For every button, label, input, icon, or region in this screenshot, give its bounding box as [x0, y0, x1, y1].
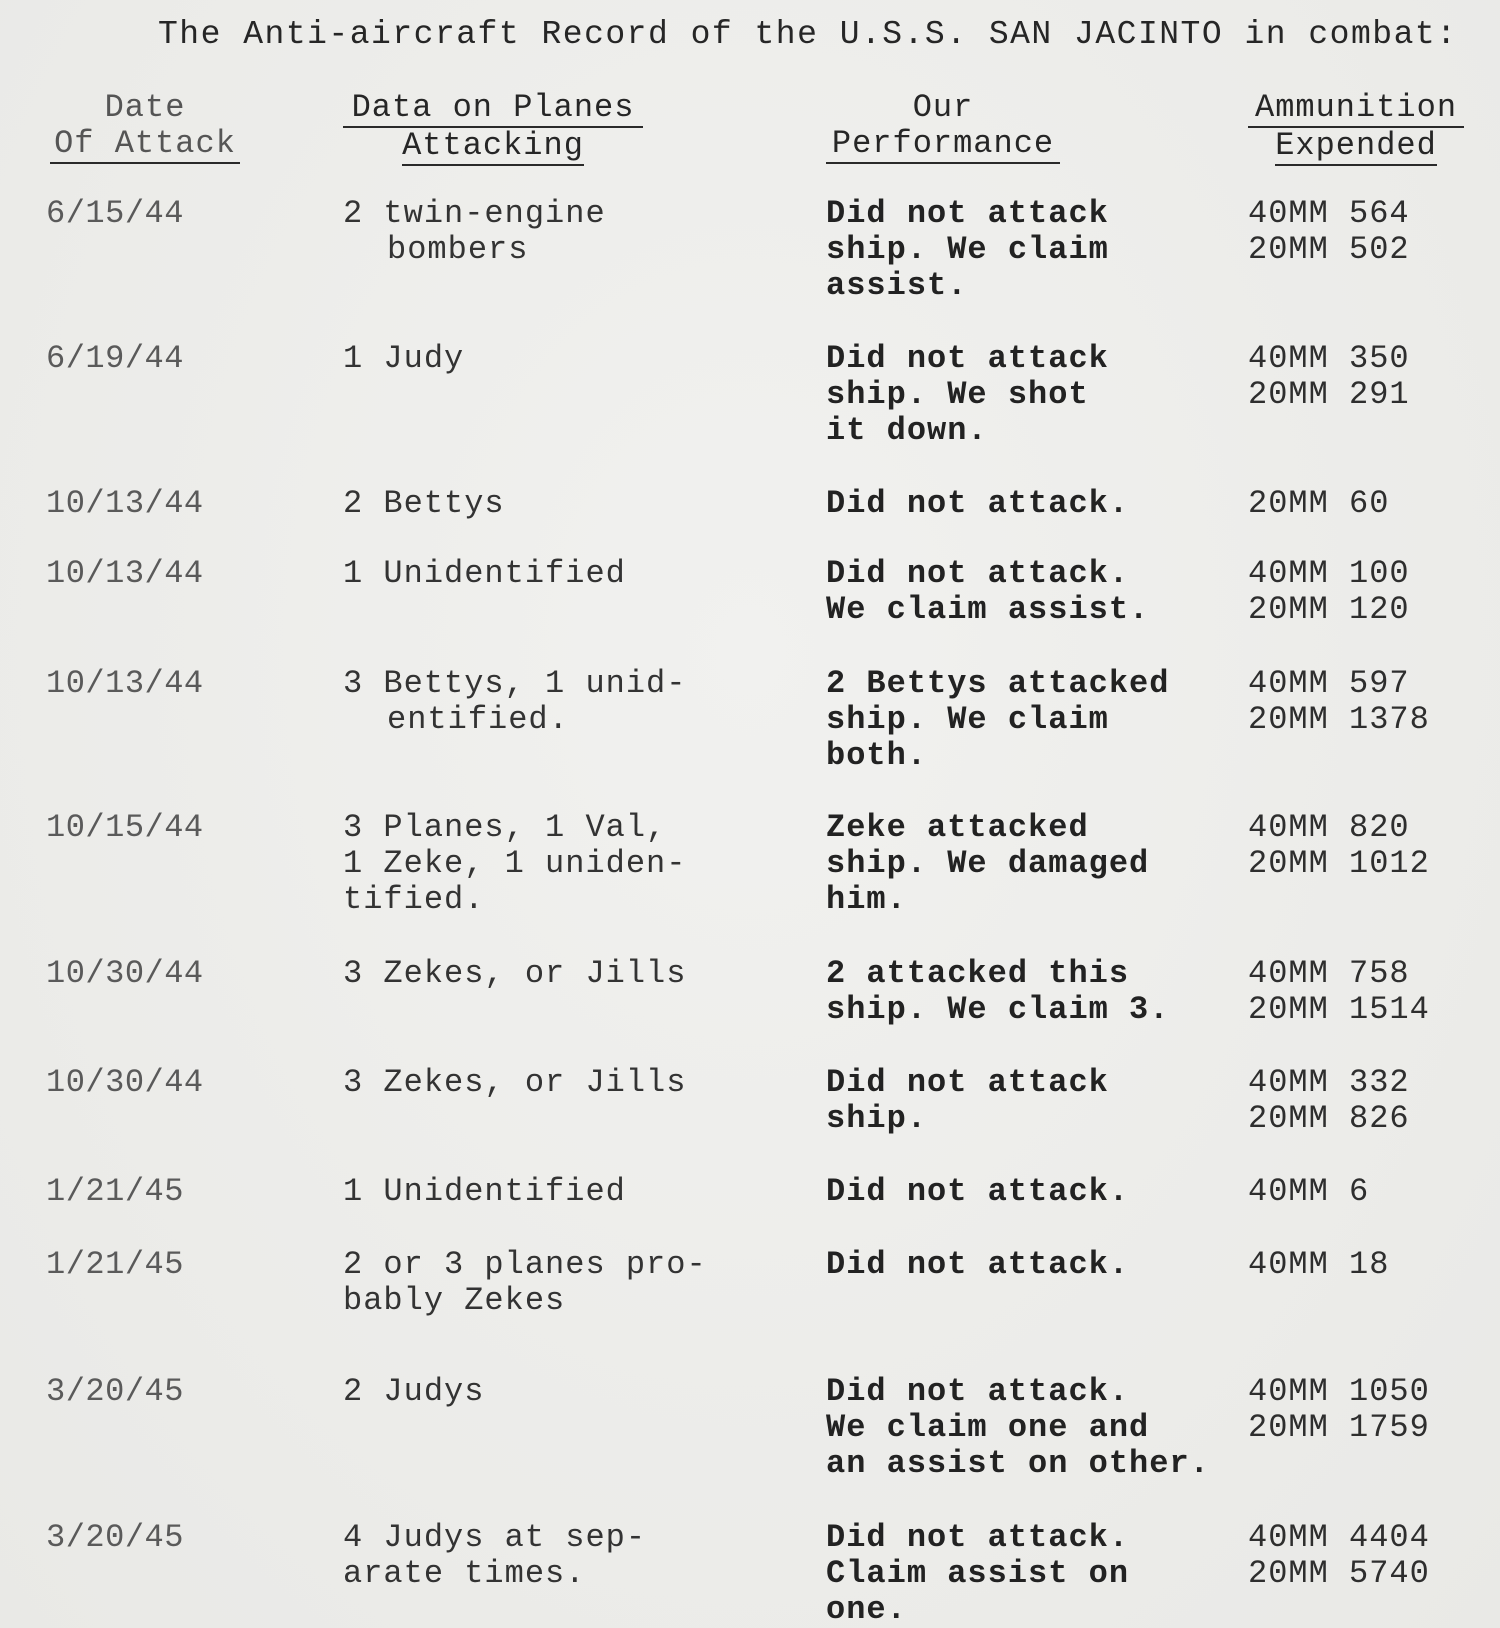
ammunition-expended — [1248, 956, 1430, 1028]
our-performance-line: Did not attack. — [826, 1519, 1130, 1556]
our-performance-line: ship. We claim 3. — [826, 991, 1170, 1028]
our-performance-line: Did not attack — [826, 1064, 1109, 1101]
date-of-attack: 10/30/44 — [46, 955, 204, 992]
planes-data — [343, 1174, 626, 1210]
header-planes-line-1: Data on Planes — [343, 90, 643, 128]
planes-data — [343, 556, 626, 592]
planes-data — [343, 486, 505, 522]
planes-data-line: 3 Zekes, or Jills — [343, 1064, 687, 1101]
our-performance-line: Did not attack. — [826, 1173, 1130, 1210]
date-of-attack: 10/15/44 — [46, 809, 204, 846]
ammunition-expended-line: 40MM 332 — [1248, 1064, 1410, 1101]
planes-data — [343, 341, 464, 377]
planes-data-line: arate times. — [343, 1555, 586, 1592]
ammunition-expended — [1248, 1520, 1430, 1592]
ammunition-expended-line: 40MM 758 — [1248, 955, 1410, 992]
header-planes-line-2: Attacking — [402, 127, 584, 164]
our-performance-line: an assist on other. — [826, 1445, 1210, 1482]
ammunition-expended-line: 40MM 18 — [1248, 1246, 1390, 1283]
our-performance — [826, 196, 1109, 304]
our-performance-line: We claim one and — [826, 1409, 1150, 1446]
ammunition-expended — [1248, 1065, 1410, 1137]
header-date-line-2: Of Attack — [50, 126, 240, 164]
ammunition-expended — [1248, 1174, 1369, 1210]
planes-data — [343, 196, 606, 268]
ammunition-expended-line: 40MM 350 — [1248, 340, 1410, 377]
ammunition-expended-line: 20MM 502 — [1248, 231, 1410, 268]
header-ammunition-expended — [1248, 90, 1464, 166]
ammunition-expended-line: 20MM 120 — [1248, 591, 1410, 628]
our-performance-line: Zeke attacked — [826, 809, 1089, 846]
planes-data — [343, 956, 686, 992]
date-of-attack: 6/15/44 — [46, 195, 184, 232]
ammunition-expended-line: 20MM 291 — [1248, 376, 1410, 413]
our-performance-line: Claim assist on — [826, 1555, 1130, 1592]
our-performance — [826, 341, 1109, 449]
planes-data-line: 3 Zekes, or Jills — [343, 955, 687, 992]
ammunition-expended — [1248, 341, 1410, 413]
planes-data-line: 1 Unidentified — [343, 1173, 626, 1210]
our-performance-line: ship. We claim — [826, 231, 1109, 268]
planes-data-line: 2 Judys — [343, 1373, 485, 1410]
planes-data-line: 2 Bettys — [343, 485, 505, 522]
our-performance — [826, 810, 1149, 918]
ammunition-expended-line: 20MM 1012 — [1248, 845, 1430, 882]
planes-data-line: 2 or 3 planes pro- — [343, 1246, 707, 1283]
ammunition-expended — [1248, 666, 1430, 738]
header-perf-line-1: Our — [912, 89, 974, 126]
date-of-attack: 1/21/45 — [46, 1246, 184, 1283]
our-performance-line: ship. — [826, 1100, 928, 1137]
ammunition-expended-line: 20MM 1514 — [1248, 991, 1430, 1028]
ammunition-expended-line: 20MM 60 — [1248, 485, 1390, 522]
our-performance-line: Did not attack. — [826, 1373, 1130, 1410]
our-performance — [826, 956, 1169, 1028]
ammunition-expended — [1248, 196, 1410, 268]
our-performance-line: Did not attack. — [826, 555, 1130, 592]
ammunition-expended-line: 40MM 100 — [1248, 555, 1410, 592]
planes-data — [343, 810, 686, 918]
planes-data — [343, 1065, 686, 1101]
our-performance-line: ship. We claim — [826, 701, 1109, 738]
ammunition-expended-line: 40MM 1050 — [1248, 1373, 1430, 1410]
planes-data-line: 1 Unidentified — [343, 555, 626, 592]
our-performance-line: it down. — [826, 412, 988, 449]
our-performance — [826, 486, 1129, 522]
our-performance — [826, 1065, 1109, 1137]
ammunition-expended-line: 40MM 4404 — [1248, 1519, 1430, 1556]
header-ammo-line-2: Expended — [1275, 127, 1437, 164]
planes-data-line: bombers — [387, 231, 529, 268]
header-date-of-attack — [50, 90, 240, 164]
ammunition-expended-line: 20MM 5740 — [1248, 1555, 1430, 1592]
our-performance-line: Did not attack — [826, 195, 1109, 232]
our-performance-line: assist. — [826, 267, 968, 304]
ammunition-expended-line: 20MM 826 — [1248, 1100, 1410, 1137]
date-of-attack: 3/20/45 — [46, 1373, 184, 1410]
planes-data-line: entified. — [387, 701, 569, 738]
ammunition-expended — [1248, 1247, 1389, 1283]
planes-data-line: 1 Zeke, 1 uniden- — [343, 845, 687, 882]
our-performance-line: 2 Bettys attacked — [826, 665, 1170, 702]
our-performance-line: Did not attack. — [826, 485, 1130, 522]
our-performance-line: 2 attacked this — [826, 955, 1130, 992]
header-planes-attacking — [343, 90, 643, 166]
header-perf-line-2: Performance — [826, 126, 1060, 164]
ammunition-expended-line: 40MM 820 — [1248, 809, 1410, 846]
our-performance — [826, 666, 1169, 774]
planes-data-line: 3 Planes, 1 Val, — [343, 809, 667, 846]
ammunition-expended — [1248, 810, 1430, 882]
header-our-performance — [826, 90, 1060, 164]
our-performance-line: We claim assist. — [826, 591, 1150, 628]
date-of-attack: 10/30/44 — [46, 1064, 204, 1101]
date-of-attack: 10/13/44 — [46, 485, 204, 522]
ammunition-expended-line: 40MM 564 — [1248, 195, 1410, 232]
ammunition-expended-line: 40MM 597 — [1248, 665, 1410, 702]
our-performance-line: Did not attack. — [826, 1246, 1130, 1283]
our-performance — [826, 1520, 1129, 1628]
date-of-attack: 10/13/44 — [46, 665, 204, 702]
planes-data — [343, 1374, 484, 1410]
date-of-attack: 3/20/45 — [46, 1519, 184, 1556]
planes-data-line: 2 twin-engine — [343, 195, 606, 232]
planes-data-line: 3 Bettys, 1 unid- — [343, 665, 687, 702]
ammunition-expended — [1248, 486, 1389, 522]
planes-data — [343, 1247, 707, 1319]
document-title: The Anti-aircraft Record of the U.S.S. SAN JACINTO in combat: — [158, 16, 1458, 53]
our-performance-line: Did not attack — [826, 340, 1109, 377]
ammunition-expended-line: 20MM 1378 — [1248, 701, 1430, 738]
header-date-line-1: Date — [104, 89, 186, 126]
our-performance — [826, 556, 1149, 628]
planes-data — [343, 666, 686, 738]
our-performance-line: both. — [826, 737, 928, 774]
planes-data-line: tified. — [343, 881, 485, 918]
our-performance-line: him. — [826, 881, 907, 918]
date-of-attack: 1/21/45 — [46, 1173, 184, 1210]
date-of-attack: 10/13/44 — [46, 555, 204, 592]
ammunition-expended-line: 40MM 6 — [1248, 1173, 1370, 1210]
planes-data — [343, 1520, 646, 1592]
our-performance-line: one. — [826, 1591, 907, 1628]
our-performance — [826, 1374, 1210, 1482]
planes-data-line: 1 Judy — [343, 340, 465, 377]
our-performance-line: ship. We damaged — [826, 845, 1150, 882]
ammunition-expended-line: 20MM 1759 — [1248, 1409, 1430, 1446]
our-performance — [826, 1174, 1129, 1210]
header-ammo-line-1: Ammunition — [1248, 90, 1464, 128]
planes-data-line: 4 Judys at sep- — [343, 1519, 647, 1556]
date-of-attack: 6/19/44 — [46, 340, 184, 377]
planes-data-line: bably Zekes — [343, 1282, 566, 1319]
ammunition-expended — [1248, 1374, 1430, 1446]
our-performance-line: ship. We shot — [826, 376, 1089, 413]
ammunition-expended — [1248, 556, 1410, 628]
our-performance — [826, 1247, 1129, 1283]
